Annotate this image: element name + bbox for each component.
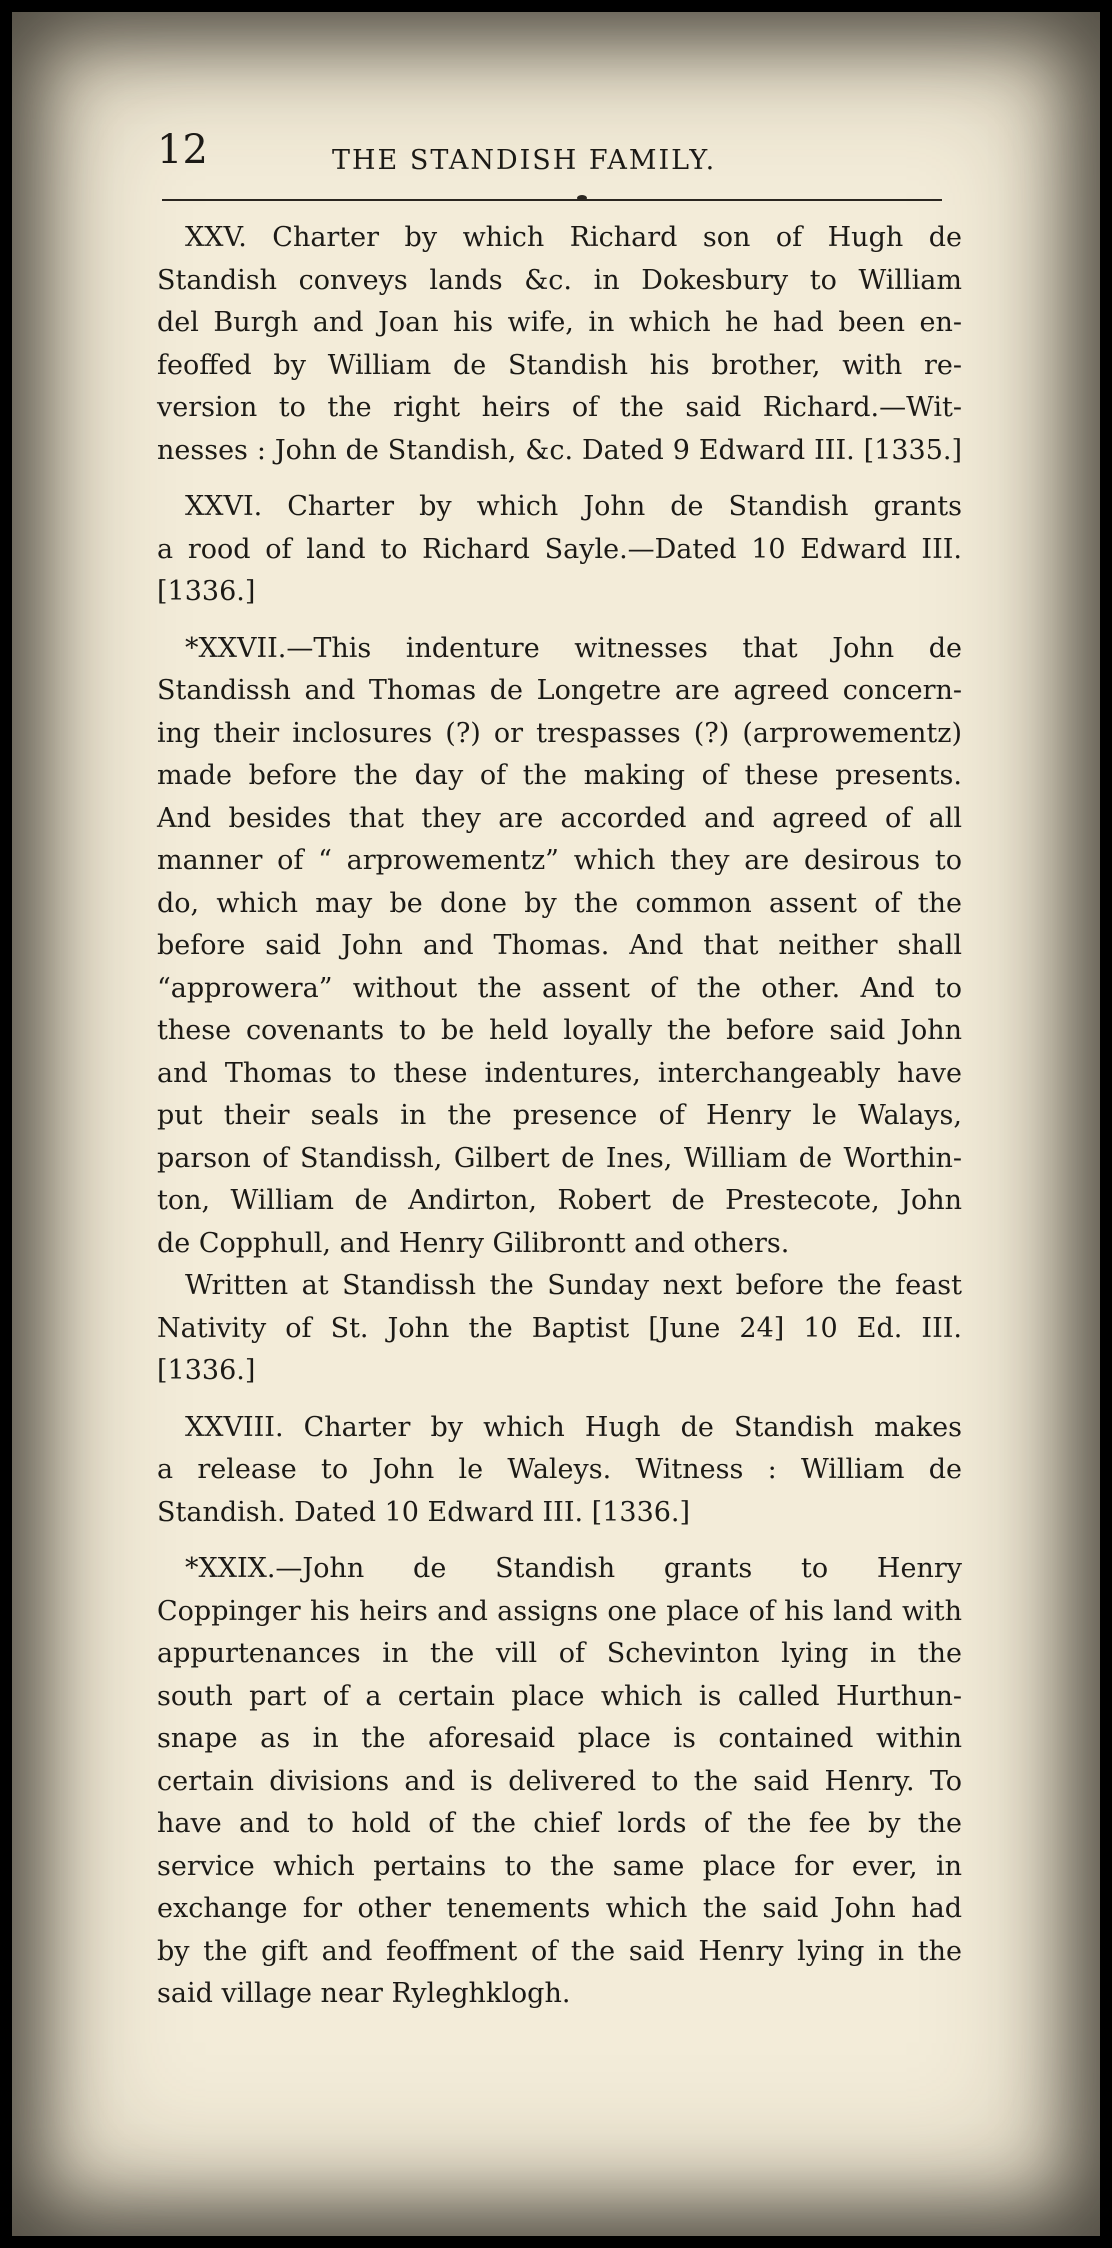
text-line: nesses : John de Standish, &c. Dated 9 Edward III. [1335.] xyxy=(157,434,962,466)
paragraph-gap xyxy=(157,614,962,628)
header-rule xyxy=(162,199,942,201)
page-number: 12 xyxy=(157,127,208,173)
text-line: [1336.] xyxy=(157,576,256,607)
text-line: version to the right heirs of the said Richard.—Wit- xyxy=(157,392,962,423)
text-line: *XXVII.—This indenture witnesses that John de xyxy=(185,632,962,664)
text-line: put their seals in the presence of Henry le Walays, xyxy=(157,1100,962,1131)
text-line: XXV. Charter by which Richard son of Hugh de xyxy=(185,222,962,253)
page-header xyxy=(127,117,947,177)
text-line: *XXIX.—John de Standish grants to Henry xyxy=(185,1553,962,1584)
running-head: THE STANDISH FAMILY. xyxy=(332,145,717,176)
text-line: parson of Standissh, Gilbert de Ines, William de Worthin- xyxy=(157,1142,962,1174)
text-line: these covenants to be held loyally the before said John xyxy=(157,1015,962,1046)
paragraph-gap xyxy=(157,1393,962,1407)
text-line: Standish. Dated 10 Edward III. [1336.] xyxy=(157,1496,691,1528)
text-line: south part of a certain place which is called Hurthun- xyxy=(157,1680,962,1712)
text-line: “approwera” without the assent of the other. And to xyxy=(157,972,962,1004)
header-rule-ornament xyxy=(577,195,587,201)
entry-xxix xyxy=(157,1548,962,2016)
text-line: ing their inclosures (?) or trespasses (?) (arprowementz) xyxy=(157,717,962,749)
text-line: XXVI. Charter by which John de Standish grants xyxy=(185,491,962,522)
text-line: snape as in the aforesaid place is contained within xyxy=(157,1723,962,1754)
paragraph-gap xyxy=(157,472,962,486)
text-line: a release to John le Waleys. Witness : William de xyxy=(157,1454,962,1485)
text-line: [1336.] xyxy=(157,1355,256,1386)
entry-xxvii xyxy=(157,628,962,1393)
text-line: de Copphull, and Henry Gilibrontt and others. xyxy=(157,1227,790,1259)
text-line: certain divisions and is delivered to the said Henry. To xyxy=(157,1765,962,1797)
text-line: ton, William de Andirton, Robert de Prestecote, John xyxy=(157,1185,962,1216)
paragraph-gap xyxy=(157,1534,962,1548)
text-line: appurtenances in the vill of Schevinton lying in the xyxy=(157,1638,962,1669)
text-line: Standish conveys lands &c. in Dokesbury to William xyxy=(157,264,962,296)
text-line: del Burgh and Joan his wife, in which he had been en- xyxy=(157,307,962,338)
entry-xxviii xyxy=(157,1407,962,1535)
text-line: do, which may be done by the common assent of the xyxy=(157,887,962,919)
text-line: Standissh and Thomas de Longetre are agreed concern- xyxy=(157,675,962,706)
text-line: have and to hold of the chief lords of the fee by the xyxy=(157,1808,962,1839)
text-line: said village near Ryleghklogh. xyxy=(157,1978,571,2009)
page-frame xyxy=(12,12,1100,2236)
text-line: XXVIII. Charter by which Hugh de Standish makes xyxy=(185,1411,962,1443)
text-line: before said John and Thomas. And that neither shall xyxy=(157,930,962,961)
text-line: service which pertains to the same place for ever, in xyxy=(157,1850,962,1882)
entry-xxv xyxy=(157,217,962,472)
text-line: manner of “ arprowementz” which they are desirous to xyxy=(157,845,962,876)
text-line: feoffed by William de Standish his brother, with re- xyxy=(157,349,962,381)
text-line: made before the day of the making of these presents. xyxy=(157,760,962,791)
text-line: a rood of land to Richard Sayle.—Dated 10 Edward III. xyxy=(157,533,962,565)
text-line: Nativity of St. John the Baptist [June 24] 10 Ed. III. xyxy=(157,1312,962,1344)
body-text xyxy=(157,217,962,2016)
text-line: And besides that they are accorded and agreed of all xyxy=(157,802,962,834)
text-line: Coppinger his heirs and assigns one place of his land with xyxy=(157,1595,962,1627)
text-line: by the gift and feoffment of the said Henry lying in the xyxy=(157,1935,962,1967)
text-line: Written at Standissh the Sunday next before the feast xyxy=(185,1270,962,1301)
book-page xyxy=(127,117,962,2009)
text-line: and Thomas to these indentures, interchangeably have xyxy=(157,1057,962,1089)
entry-xxvi xyxy=(157,486,962,614)
text-line: exchange for other tenements which the said John had xyxy=(157,1893,962,1924)
